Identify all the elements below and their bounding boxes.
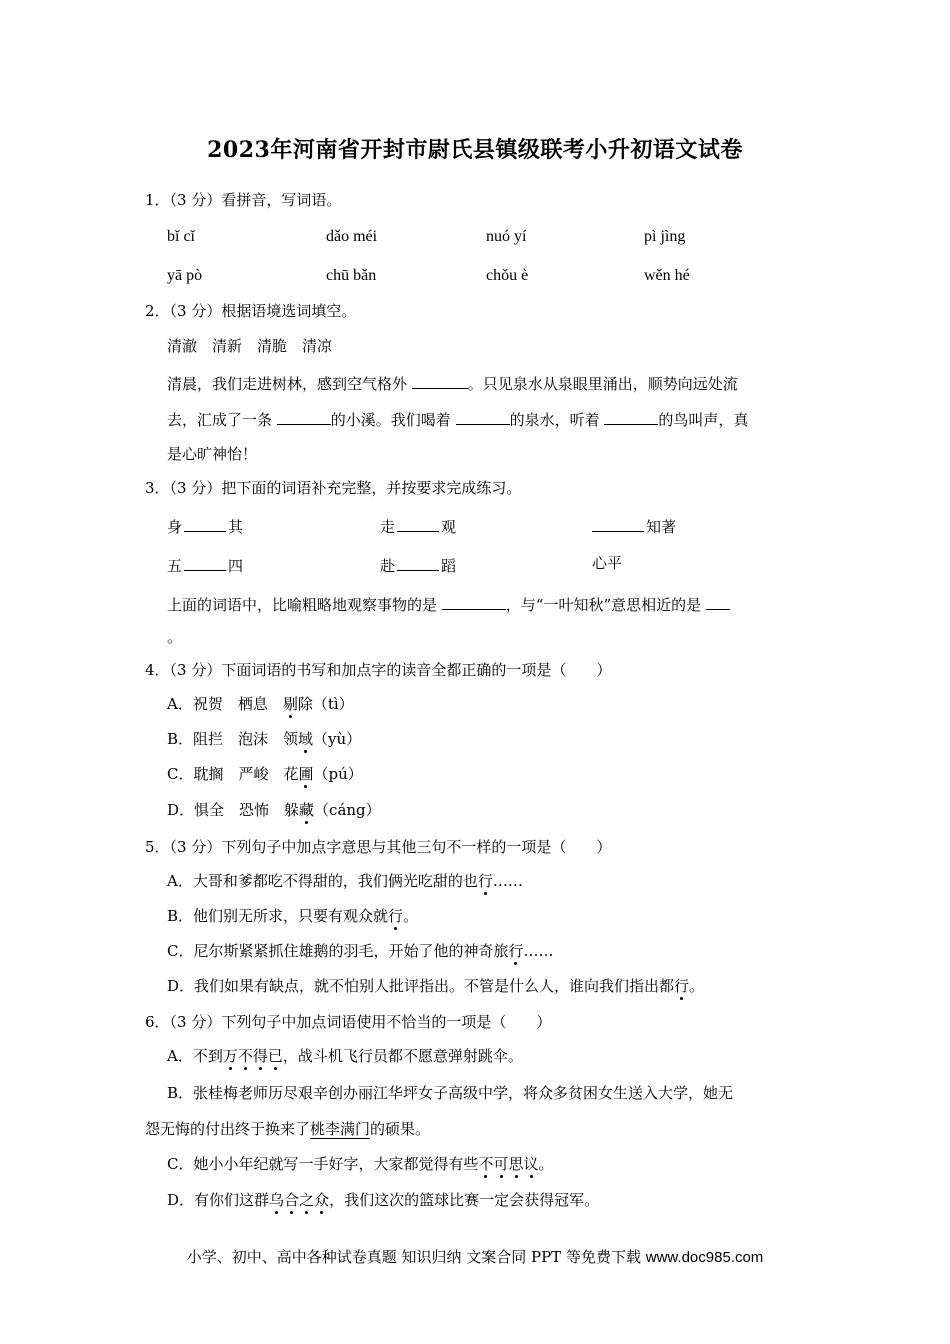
dotted-char: 行 [674, 977, 690, 995]
answer-blank[interactable] [456, 410, 510, 425]
q5-option-b[interactable]: B．他们别无所求，只要有观众就行。 [167, 907, 419, 925]
answer-blank[interactable] [412, 374, 468, 389]
q5-stem: 5．（3 分）下列句子中加点字意思与其他三句不一样的一项是（ ） [145, 838, 612, 856]
q3-idiom-4: 五 四 [167, 557, 244, 575]
q5-option-c[interactable]: C．尼尔斯紧紧抓住雄鹅的羽毛，开始了他的神奇旅行…… [167, 942, 554, 960]
footer-text: 小学、初中、高中各种试卷真题 知识归纳 文案合同 PPT 等免费下载 [186, 1248, 641, 1266]
q4-option-a[interactable]: A．祝贺 栖息 剔除（tì） [167, 695, 354, 713]
q1-pinyin-4: pì jìng [644, 228, 686, 245]
q3-question-line: 上面的词语中，比喻粗略地观察事物的是 ，与“一叶知秋”意思相近的是 [167, 595, 730, 613]
q2-passage-line-1: 清晨，我们走进树林，感到空气格外 。只见泉水从泉眼里涌出，顺势向远处流 [167, 375, 738, 393]
dotted-char: 圃 [298, 765, 314, 783]
dotted-char: 行 [388, 907, 404, 925]
q1-pinyin-3: nuó yí [486, 228, 527, 245]
q3-idiom-6: 心平 [592, 554, 623, 572]
underlined-phrase: 桃李满门 [310, 1120, 371, 1138]
exam-title: 2023年河南省开封市尉氏县镇级联考小升初语文试卷 [207, 137, 743, 163]
answer-blank[interactable] [277, 410, 331, 425]
dotted-char: 万 [222, 1047, 238, 1065]
page-footer [0, 1246, 950, 1267]
q3-idiom-1: 身 其 [167, 518, 244, 536]
answer-blank[interactable] [592, 517, 644, 532]
dotted-char: 众 [314, 1191, 330, 1209]
dotted-char: 域 [298, 730, 314, 748]
dotted-char: 可 [493, 1155, 509, 1173]
q2-passage-line-2: 去，汇成了一条 的小溪。我们喝着 的泉水，听着 的鸟叫声，真 [167, 411, 749, 429]
answer-blank[interactable] [184, 556, 226, 571]
q6-option-b-line-1[interactable]: B．张桂梅老师历尽艰辛创办丽江华坪女子高级中学，将众多贫困女生送入大学，她无 [167, 1084, 734, 1102]
answer-blank[interactable] [604, 410, 658, 425]
q6-stem: 6．（3 分）下列句子中加点词语使用不恰当的一项是（ ） [145, 1013, 552, 1031]
q1-pinyin-6: chū bǎn [326, 267, 377, 284]
q6-option-a[interactable]: A．不到万不得已，战斗机飞行员都不愿意弹射跳伞。 [167, 1047, 523, 1065]
dotted-char: 之 [299, 1191, 315, 1209]
dotted-char: 不 [478, 1155, 494, 1173]
q1-pinyin-7: chǒu è [486, 267, 529, 284]
dotted-char: 已 [267, 1047, 283, 1065]
q1-pinyin-5: yā pò [167, 267, 203, 284]
q3-question-end: 。 [167, 628, 183, 646]
dotted-char: 行 [508, 942, 524, 960]
answer-blank[interactable] [397, 517, 439, 532]
q6-option-d[interactable]: D．有你们这群乌合之众，我们这次的篮球比赛一定会获得冠军。 [167, 1191, 600, 1209]
q2-stem: 2．（3 分）根据语境选词填空。 [145, 302, 357, 320]
dotted-char: 思 [508, 1155, 524, 1173]
dotted-char: 议 [523, 1155, 539, 1173]
dotted-char: 行 [477, 872, 493, 890]
q6-option-b-line-2: 怨无悔的付出终于换来了桃李满门的硕果。 [145, 1120, 431, 1138]
q4-stem: 4．（3 分）下面词语的书写和加点字的读音全都正确的一项是（ ） [145, 661, 612, 679]
q4-option-d[interactable]: D．惧全 恐怖 躲藏（cáng） [167, 801, 381, 819]
q4-option-c[interactable]: C．耽搁 严峻 花圃（pú） [167, 765, 363, 783]
q3-idiom-2: 走 观 [380, 518, 457, 536]
q3-stem: 3．（3 分）把下面的词语补充完整，并按要求完成练习。 [145, 479, 522, 497]
q1-stem: 1．（3 分）看拼音，写词语。 [145, 191, 342, 209]
dotted-char: 合 [284, 1191, 300, 1209]
q3-idiom-5: 赴 蹈 [380, 557, 457, 575]
footer-link[interactable]: www.doc985.com [645, 1249, 764, 1266]
q1-pinyin-1: bǐ cǐ [167, 228, 195, 245]
dotted-char: 得 [252, 1047, 268, 1065]
q6-option-c[interactable]: C．她小小年纪就写一手好字，大家都觉得有些不可思议。 [167, 1155, 554, 1173]
q5-option-d[interactable]: D．我们如果有缺点，就不怕别人批评指出。不管是什么人，谁向我们指出都行。 [167, 977, 705, 995]
answer-blank[interactable] [397, 556, 439, 571]
dotted-char: 藏 [299, 801, 315, 819]
dotted-char: 乌 [269, 1191, 285, 1209]
answer-blank[interactable] [442, 595, 506, 610]
q4-option-b[interactable]: B．阻拦 泡沫 领域（yù） [167, 730, 362, 748]
dotted-char: 剔 [282, 695, 298, 713]
answer-blank[interactable] [184, 517, 226, 532]
q1-pinyin-8: wěn hé [644, 267, 690, 284]
q2-passage-line-3: 是心旷神怡！ [167, 445, 258, 463]
dotted-char: 不 [237, 1047, 253, 1065]
q3-idiom-3: 知著 [592, 517, 676, 535]
q5-option-a[interactable]: A．大哥和爹都吃不得甜的，我们俩光吃甜的也行…… [167, 872, 523, 890]
q2-options: 清澈 清新 清脆 清凉 [167, 337, 333, 355]
q1-pinyin-2: dǎo méi [326, 228, 378, 245]
answer-blank[interactable] [706, 595, 730, 610]
